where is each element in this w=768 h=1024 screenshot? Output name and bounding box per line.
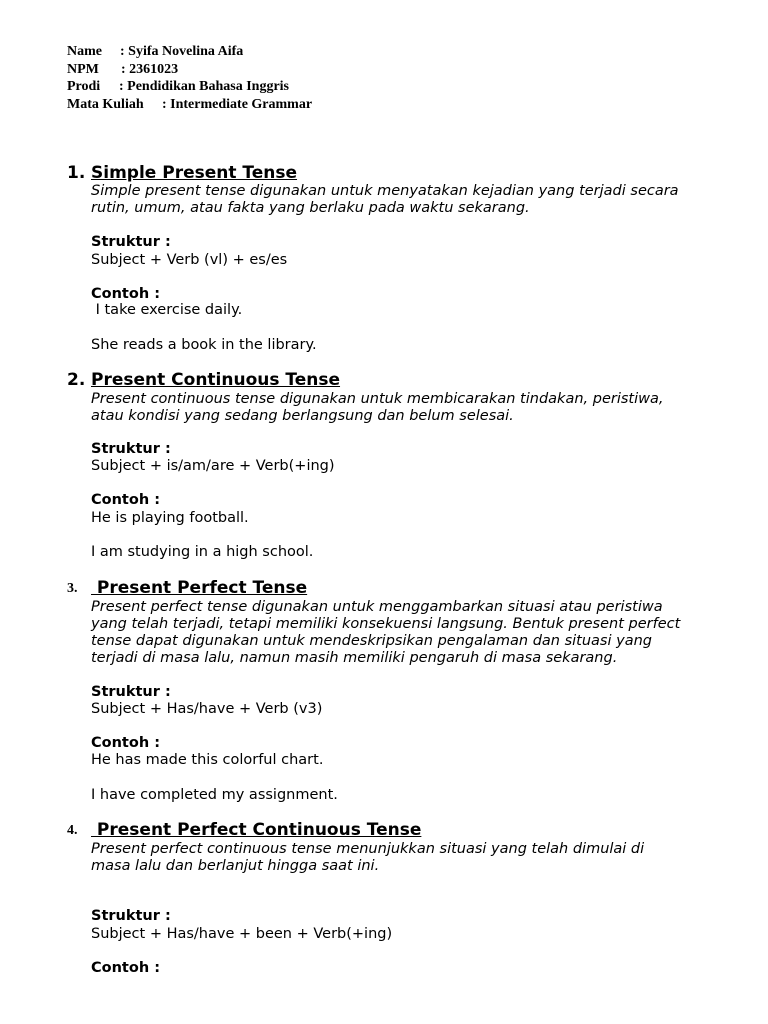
struktur-formula: Subject + Verb (vl) + es/es [91,252,288,268]
npm-row [67,61,179,79]
npm-label: NPM [67,61,99,77]
definition-line: terjadi di masa lalu, namun masih memiliki pengaruh di masa sekarang. [91,650,618,666]
definition-line: Simple present tense digunakan untuk menyatakan kejadian yang terjadi secara [91,183,679,199]
example: He has made this colorful chart. [91,752,324,768]
example: I am studying in a high school. [91,544,314,560]
mk-value: : Intermediate Grammar [162,96,313,112]
name-row [67,43,244,61]
definition [91,599,731,667]
contoh-label: Contoh : [91,286,160,302]
struktur-formula: Subject + Has/have + been + Verb(+ing) [91,926,393,942]
definition-line: yang telah terjadi, tetapi memiliki konsekuensi langsung. Bentuk present perfect [91,616,681,632]
section-title: Present Perfect Continuous Tense [91,820,422,840]
prodi-row [67,78,289,96]
example: I have completed my assignment. [91,787,338,803]
name-label: Name [67,44,102,59]
contoh-label: Contoh : [91,735,160,751]
name-value: : Syifa Novelina Aifa [120,44,244,59]
section-number: 2. [67,370,86,390]
definition-line: Present perfect continuous tense menunjukkan situasi yang telah dimulai di [91,841,645,857]
struktur-label: Struktur : [91,234,171,250]
definition-line: rutin, umum, atau fakta yang berlaku pada waktu sekarang. [91,200,530,216]
section-number: 3. [67,581,78,596]
npm-value: : 2361023 [121,61,179,77]
definition [91,183,731,217]
student-info [67,43,313,113]
struktur-label: Struktur : [91,908,171,924]
section-title: Present Continuous Tense [91,370,341,390]
definition [91,391,731,425]
example: He is playing football. [91,510,249,526]
contoh-label: Contoh : [91,492,160,508]
definition-line: Present continuous tense digunakan untuk membicarakan tindakan, peristiwa, [91,391,664,407]
definition-line: Present perfect tense digunakan untuk menggambarkan situasi atau peristiwa [91,599,663,615]
definition-line: atau kondisi yang sedang berlangsung dan belum selesai. [91,408,514,424]
section-title: Simple Present Tense [91,163,298,183]
prodi-label: Prodi [67,79,101,94]
struktur-formula: Subject + is/am/are + Verb(+ing) [91,458,335,474]
example: She reads a book in the library. [91,337,317,353]
mk-label: Mata Kuliah [67,96,144,112]
section-number: 1. [67,163,86,183]
definition-line: masa lalu dan berlanjut hingga saat ini. [91,858,380,874]
section-number: 4. [67,823,78,838]
definition [91,841,731,875]
struktur-label: Struktur : [91,441,171,457]
section-title: Present Perfect Tense [91,578,308,598]
definition-line: tense dapat digunakan untuk mendeskripsikan pengalaman dan situasi yang [91,633,652,649]
example: I take exercise daily. [91,302,243,318]
mk-row [67,96,313,114]
struktur-label: Struktur : [91,684,171,700]
struktur-formula: Subject + Has/have + Verb (v3) [91,701,323,717]
prodi-value: : Pendidikan Bahasa Inggris [119,79,289,94]
contoh-label: Contoh : [91,960,160,976]
